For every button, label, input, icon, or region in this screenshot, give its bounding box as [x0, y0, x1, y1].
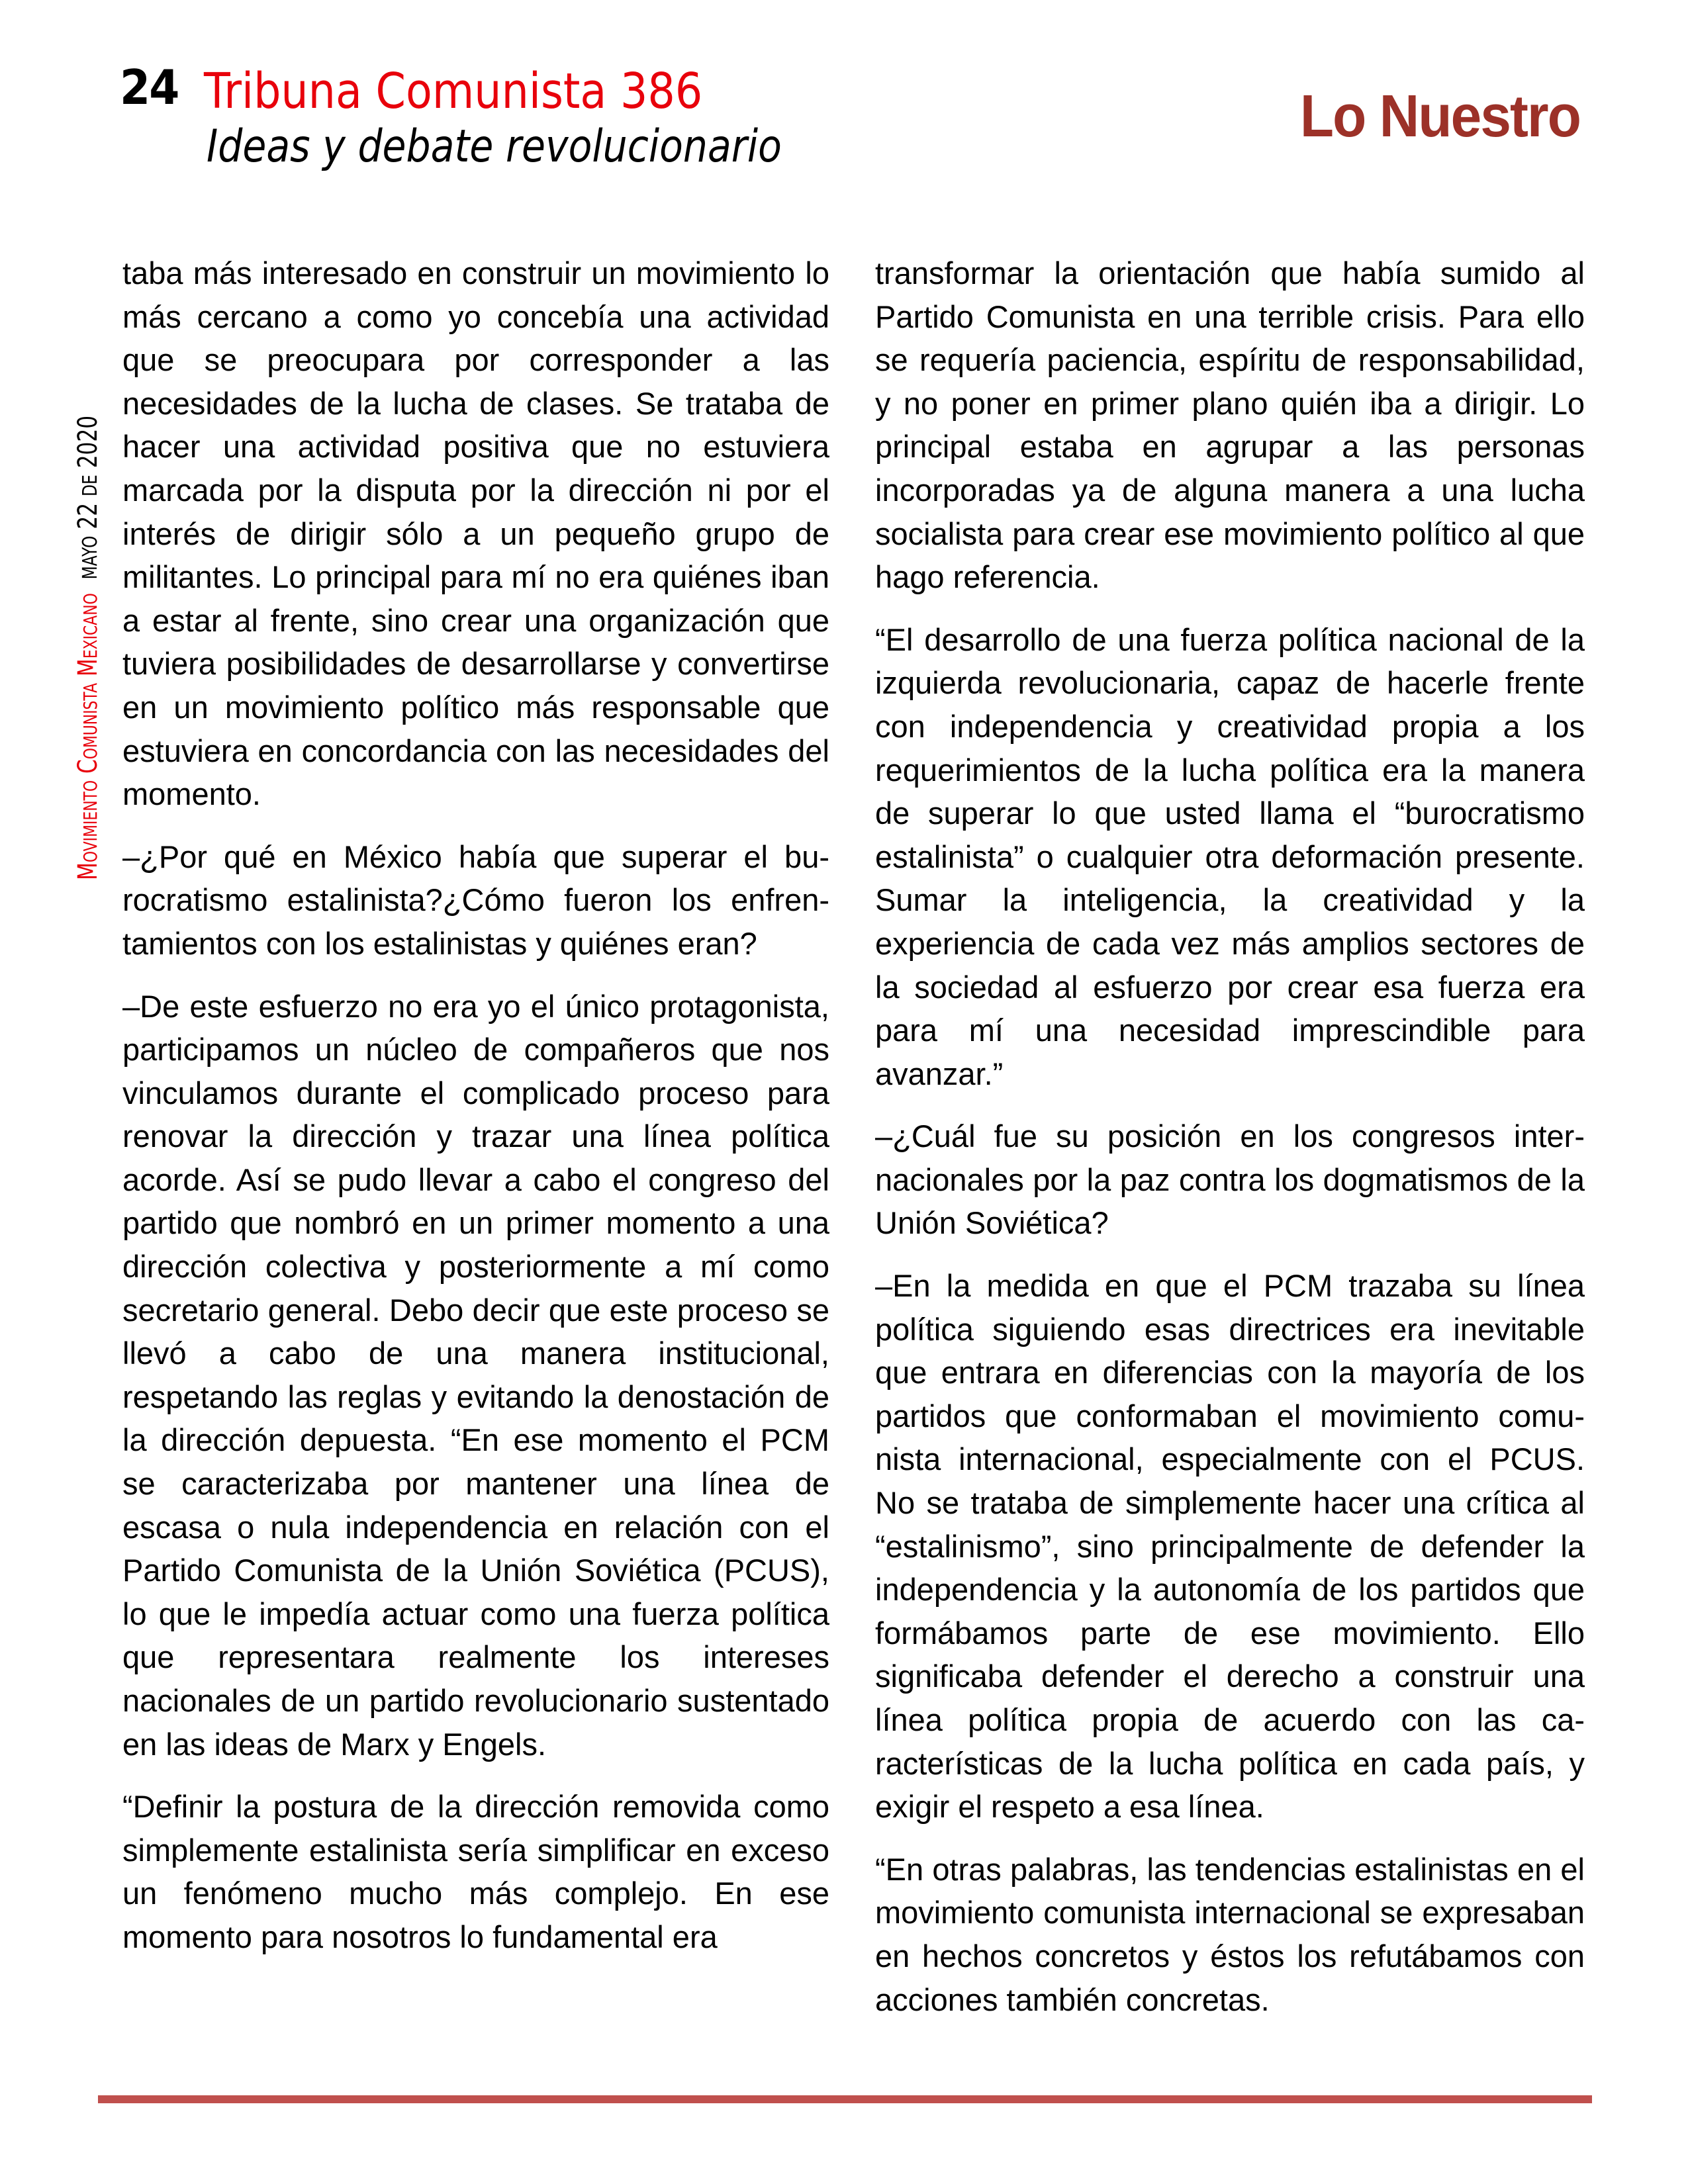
paragraph: “El desarrollo de una fuerza política nacional de la izquierda revolucionaria, capaz de hacerle frente con independencia y creatividad propia a los requerimientos de la lucha política era la manera de superar lo que usted llama el “burocratismo estalinista” o cualquier otra deformación presente. Sumar la inteligencia, la creatividad y la experiencia de cada vez más amplios sectores de la sociedad al esfuerzo por crear esa fuerza era para mí una necesidad imprescindible para avanzar.” — [875, 621, 1585, 1091]
side-date-de: DE — [79, 475, 102, 497]
interview-question: –¿Cuál fue su posición en los congresos internacionales por la paz contra los dogmatismos de la Unión Soviética? — [875, 1118, 1585, 1241]
paragraph: taba más interesado en construir un movimiento lo más cercano a como yo concebía una actividad que se preocupara por corresponder a las necesidades de la lucha de clases. Se trataba de hacer una actividad positiva que no estuviera marcada por la disputa por la dirección ni por el interés de dirigir sólo a un pequeño grupo de militantes. Lo principal para mí no era quiénes iban a estar al frente, sino crear una organización que tuviera posibilidades de desarrollarse y convertirse en un movimiento político más responsable que estuviera en concordancia con las necesidades del momento. — [122, 255, 829, 812]
article-column-left — [122, 251, 829, 1978]
side-date-day: 22 — [73, 502, 103, 529]
paragraph: transformar la orientación que había sumido al Partido Comunista en una terrible crisis. Para ello se requería paciencia, espíritu de responsabilidad, y no poner en primer plano quién iba a dirigir. Lo principal estaba en agrupar a las personas incorporadas ya de alguna manera a una lucha socialista para crear ese movimiento político al que hago referencia. — [875, 255, 1585, 595]
footer-divider — [98, 2095, 1592, 2103]
page-number: 24 — [120, 60, 179, 115]
section-title: Lo Nuestro — [1299, 83, 1580, 150]
interview-answer: –En la medida en que el PCM trazaba su línea política siguiendo esas directrices era inevitable que entrara en diferencias con la mayoría de los partidos que conformaban el movimiento comunista internacional, especialmente con el PCUS. No se trataba de simplemente hacer una crítica al “estalinismo”, sino principalmente de defender la independencia y la autonomía de los partidos que formábamos parte de ese movimiento. Ello significaba defender el derecho a construir una línea política propia de acuerdo con las características de la lucha política en cada país, y exigir el respeto a esa línea. — [875, 1268, 1585, 1825]
paragraph: “En otras palabras, las tendencias estalinistas en el movimiento comunista internacional se expresaban en hechos concretos y éstos los refutábamos con acciones también concretas. — [875, 1851, 1585, 2017]
publication-title: Tribuna Comunista 386 — [204, 63, 703, 120]
side-organization: Movimiento Comunista Mexicano — [73, 593, 103, 880]
interview-question: –¿Por qué en México había que superar el burocratismo estalinista?¿Cómo fueron los enfrentamientos con los estalinistas y quiénes eran? — [122, 839, 829, 961]
article-column-right — [875, 251, 1585, 2040]
side-date-month: MAYO — [79, 535, 102, 580]
interview-answer: –De este esfuerzo no era yo el único protagonista, participamos un núcleo de compañeros que nos vinculamos durante el complicado proceso para renovar la dirección y trazar una línea política acorde. Así se pudo llevar a cabo el congreso del partido que nombró en un primer momento a una dirección colectiva y posteriormente a mí como secretario general. Debo decir que este proceso se llevó a cabo de una manera institucional, respetando las reglas y evitando la denostación de la dirección depuesta. “En ese momento el PCM se caracterizaba por mantener una línea de escasa o nula independencia en relación con el Partido Comunista de la Unión Soviética (PCUS), lo que le impedía actuar como una fuerza política que representara realmente los intereses nacionales de un partido revolucionario sustentado en las ideas de Marx y Engels. — [122, 988, 829, 1762]
paragraph: “Definir la postura de la dirección removida como simplemente estalinista sería simplificar en exceso un fenómeno mucho más complejo. En ese momento para nosotros lo fundamental era — [122, 1789, 829, 1954]
side-date — [73, 416, 103, 579]
publication-subtitle: Ideas y debate revolucionario — [207, 120, 782, 173]
side-label — [73, 218, 103, 880]
side-date-year: 2020 — [73, 415, 103, 469]
